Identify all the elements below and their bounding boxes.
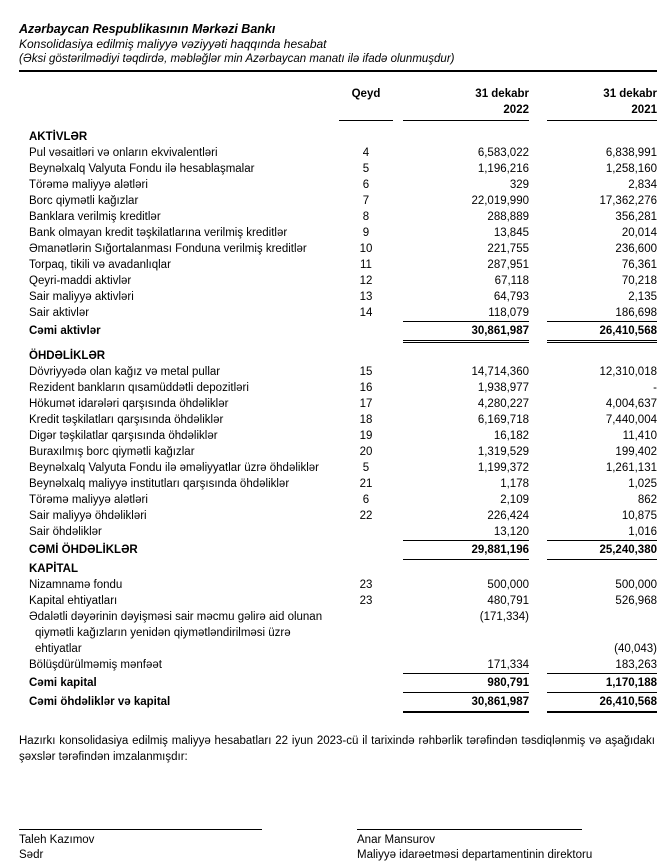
value-2022: 500,000 <box>487 579 529 591</box>
row-label-line: ehtiyatlar <box>35 643 82 655</box>
note-value: 13 <box>359 291 373 303</box>
table-row <box>19 145 657 161</box>
value-2021: - <box>653 382 657 394</box>
table-row <box>19 305 657 321</box>
value-2021: 25,240,380 <box>547 540 657 560</box>
row-label: AKTİVLƏR <box>29 131 88 143</box>
row-label: KAPİTAL <box>29 563 78 575</box>
table-row <box>19 609 657 657</box>
row-label: Törəmə maliyyə alətləri <box>29 179 148 191</box>
row-label: Nizamnamə fondu <box>29 579 123 591</box>
table-row <box>19 257 657 273</box>
signatory-title: Sədr <box>19 849 44 861</box>
value-2021: 1,258,160 <box>605 163 657 175</box>
table-row <box>19 460 657 476</box>
note-value: 7 <box>362 195 370 207</box>
table-row <box>19 177 657 193</box>
note-value: 12 <box>359 275 373 287</box>
value-2021: 1,025 <box>628 478 657 490</box>
note-value: 18 <box>359 414 373 426</box>
table-row <box>19 396 657 412</box>
row-label: Sair maliyyə öhdəlikləri <box>29 510 147 522</box>
value-2022: 13,120 <box>493 526 529 538</box>
value-2021: 183,263 <box>615 659 657 671</box>
note-value: 5 <box>362 163 370 175</box>
note-value: 14 <box>359 307 373 319</box>
row-label: Dövriyyədə olan kağız və metal pullar <box>29 366 221 378</box>
note-value: 22 <box>359 510 373 522</box>
signature-left <box>19 829 357 863</box>
value-2022: 16,182 <box>493 430 529 442</box>
value-2022: 1,196,216 <box>477 163 529 175</box>
value-2022: 22,019,990 <box>471 195 529 207</box>
row-label: Sair maliyyə aktivləri <box>29 291 134 303</box>
value-2021: (40,043) <box>614 643 657 655</box>
col-2022-header-line2: 2022 <box>503 104 529 116</box>
row-label: Beynəlxalq maliyyə institutları qarşısında öhdəliklər <box>29 478 290 490</box>
value-2021: 76,361 <box>621 259 657 271</box>
col-2022-header-line1: 31 dekabr <box>475 88 529 100</box>
value-2022: 118,079 <box>488 307 529 319</box>
row-label: Borc qiymətli kağızlar <box>29 195 139 207</box>
value-2022: 4,280,227 <box>477 398 529 410</box>
table-row <box>19 225 657 241</box>
note-column-header <box>339 86 393 121</box>
row-label: Bank olmayan kredit təşkilatlarına verilmiş kreditlər <box>29 227 288 239</box>
value-2021: 862 <box>637 494 657 506</box>
note-value: 5 <box>362 462 370 474</box>
row-label: Cəmi aktivlər <box>29 325 101 337</box>
row-label <box>19 609 339 657</box>
note-value: 16 <box>359 382 373 394</box>
row-label: Sair aktivlər <box>29 307 90 319</box>
value-2021: 2,135 <box>628 291 657 303</box>
row-label: ÖHDƏLİKLƏR <box>29 350 106 362</box>
row-label: Beynəlxalq Valyuta Fondu ilə əməliyyatlar üzrə öhdəliklər <box>29 462 319 474</box>
col-2022-header <box>403 86 529 121</box>
table-row <box>19 524 657 540</box>
table-header-row <box>19 86 657 121</box>
col-2021-header-line1: 31 dekabr <box>603 88 657 100</box>
table-row <box>19 577 657 593</box>
spacer <box>393 86 403 121</box>
col-2021-header <box>547 86 657 121</box>
row-label: Kredit təşkilatları qarşısında öhdəliklər <box>29 414 224 426</box>
value-2022: 1,199,372 <box>477 462 529 474</box>
row-label: Qeyri-maddi aktivlər <box>29 275 132 287</box>
value-2021: 236,600 <box>615 243 657 255</box>
row-label: Əmanətlərin Sığortalanması Fonduna verilmiş kreditlər <box>29 243 307 255</box>
row-label-line: qiymətli kağızların yenidən qiymətləndirilməsi üzrə <box>35 627 291 639</box>
statement-title: Konsolidasiya edilmiş maliyyə vəziyyəti haqqında hesabat <box>19 37 327 51</box>
value-2022: 14,714,360 <box>471 366 529 378</box>
signature-right <box>357 829 657 863</box>
value-2022: 980,791 <box>403 673 529 693</box>
table-row <box>19 428 657 444</box>
row-label: Torpaq, tikili və avadanlıqlar <box>29 259 171 271</box>
value-2021: 4,004,637 <box>605 398 657 410</box>
table-row <box>19 492 657 508</box>
value-2021: 186,698 <box>615 307 657 319</box>
row-label: Digər təşkilatlar qarşısında öhdəliklər <box>29 430 218 442</box>
table-body <box>19 129 657 713</box>
note-value: 23 <box>359 579 373 591</box>
row-label: Cəmi kapital <box>29 677 97 689</box>
document-header <box>19 22 657 72</box>
value-2022: 2,109 <box>500 494 529 506</box>
signatory-name: Taleh Kazımov <box>19 834 95 846</box>
value-2022: 1,938,977 <box>477 382 529 394</box>
value-2022: 1,178 <box>500 478 529 490</box>
table-row <box>19 273 657 289</box>
row-label: Kapital ehtiyatları <box>29 595 118 607</box>
value-2021: 526,968 <box>615 595 657 607</box>
approval-paragraph: Hazırkı konsolidasiya edilmiş maliyyə hesabatları 22 iyun 2023-cü il tarixində rəhbərlik tərəfindən təsdiqlənmiş və aşağıdakı şəxslər tərəfindən imzalanmışdır: <box>19 735 655 763</box>
row-label: Buraxılmış borc qiymətli kağızlar <box>29 446 195 458</box>
section-header-row <box>19 348 657 364</box>
value-2021: 10,875 <box>621 510 657 522</box>
currency-note: (Əksi göstərilmədiyi təqdirdə, məbləğlər min Azərbaycan manatı ilə ifadə olunmuşdur) <box>19 53 455 65</box>
value-2021: 6,838,991 <box>605 147 657 159</box>
row-label: Rezident bankların qısamüddətli depozitləri <box>29 382 249 394</box>
note-value: 11 <box>360 259 372 271</box>
bank-name: Azərbaycan Respublikasının Mərkəzi Bankı <box>19 22 276 36</box>
value-2021: 356,281 <box>615 211 657 223</box>
value-2022: 171,334 <box>487 659 529 671</box>
section-header-row <box>19 129 657 145</box>
value-2021: 199,402 <box>615 446 657 458</box>
value-2022: 13,845 <box>493 227 529 239</box>
value-2022: 287,951 <box>487 259 529 271</box>
row-label: Banklara verilmiş kreditlər <box>29 211 161 223</box>
value-2021: 17,362,276 <box>599 195 657 207</box>
value-2021: 12,310,018 <box>599 366 657 378</box>
value-2022: 67,118 <box>494 275 529 287</box>
spacer <box>529 86 547 121</box>
row-label: Beynəlxalq Valyuta Fondu ilə hesablaşmalar <box>29 163 255 175</box>
table-row <box>19 289 657 305</box>
value-2021: 1,261,131 <box>605 462 657 474</box>
value-2021: 20,014 <box>621 227 657 239</box>
value-2022: 480,791 <box>487 595 529 607</box>
note-value: 20 <box>359 446 373 458</box>
table-row <box>19 476 657 492</box>
balance-sheet-table <box>19 86 657 713</box>
value-2022: 1,319,529 <box>477 446 529 458</box>
note-value: 17 <box>359 398 373 410</box>
note-value: 6 <box>362 179 370 191</box>
note-value: 23 <box>359 595 373 607</box>
total-row <box>19 321 657 343</box>
note-value: 4 <box>362 147 370 159</box>
value-2021: 500,000 <box>615 579 657 591</box>
total-row <box>19 673 657 693</box>
row-label: Cəmi öhdəliklər və kapital <box>29 696 171 708</box>
signatory-title: Maliyyə idarəetməsi departamentinin direktoru <box>357 849 593 861</box>
row-label-line: Ədalətli dəyərinin dəyişməsi sair məcmu gəlirə aid olunan <box>29 611 323 623</box>
table-row <box>19 241 657 257</box>
row-label: Törəmə maliyyə alətləri <box>29 494 148 506</box>
row-label: Pul vəsaitləri və onların ekvivalentləri <box>29 147 218 159</box>
value-2022: 6,583,022 <box>477 147 529 159</box>
value-2021: 2,834 <box>628 179 657 191</box>
signature-line <box>357 829 582 830</box>
value-2021: 70,218 <box>621 275 657 287</box>
section-header-row <box>19 561 657 577</box>
value-2022: 29,881,196 <box>403 540 529 560</box>
note-value: 10 <box>359 243 373 255</box>
col-2021-header-line2: 2021 <box>631 104 657 116</box>
row-label: Sair öhdəliklər <box>29 526 102 538</box>
value-2022: 221,755 <box>487 243 529 255</box>
table-row <box>19 508 657 524</box>
value-2022: 226,424 <box>487 510 529 522</box>
value-2021: 11,410 <box>622 430 657 442</box>
header-label-spacer <box>19 86 339 121</box>
value-2022: 6,169,718 <box>477 414 529 426</box>
note-column-header-label: Qeyd <box>351 88 381 100</box>
total-row <box>19 693 657 713</box>
note-value: 6 <box>362 494 370 506</box>
value-2022: 30,861,987 <box>403 693 529 713</box>
value-2021: 26,410,568 <box>547 693 657 713</box>
note-value: 19 <box>359 430 373 442</box>
value-2021: 7,440,004 <box>605 414 657 426</box>
header-divider <box>19 70 657 72</box>
table-row <box>19 161 657 177</box>
note-value: 21 <box>359 478 373 490</box>
table-row <box>19 209 657 225</box>
table-row <box>19 380 657 396</box>
value-2022: 64,793 <box>493 291 529 303</box>
value-2022: 30,861,987 <box>403 321 529 343</box>
table-row <box>19 364 657 380</box>
signatory-name: Anar Mansurov <box>357 834 435 846</box>
table-row <box>19 593 657 609</box>
table-row <box>19 657 657 673</box>
note-value: 8 <box>362 211 370 223</box>
signature-block <box>19 829 657 863</box>
value-2021: 26,410,568 <box>547 321 657 343</box>
table-row <box>19 193 657 209</box>
note-value: 15 <box>359 366 373 378</box>
value-2021: 1,170,188 <box>547 673 657 693</box>
value-2022: 288,889 <box>487 211 529 223</box>
value-2022: (171,334) <box>479 611 529 623</box>
row-label: CƏMİ ÖHDƏLİKLƏR <box>29 544 138 556</box>
row-label: Bölüşdürülməmiş mənfəət <box>29 659 162 671</box>
note-value: 9 <box>362 227 370 239</box>
table-row <box>19 412 657 428</box>
value-2022: 329 <box>509 179 529 191</box>
value-2021: 1,016 <box>628 526 657 538</box>
table-row <box>19 444 657 460</box>
total-row <box>19 540 657 560</box>
signature-line <box>19 829 262 830</box>
row-label: Hökumət idarələri qarşısında öhdəliklər <box>29 398 229 410</box>
